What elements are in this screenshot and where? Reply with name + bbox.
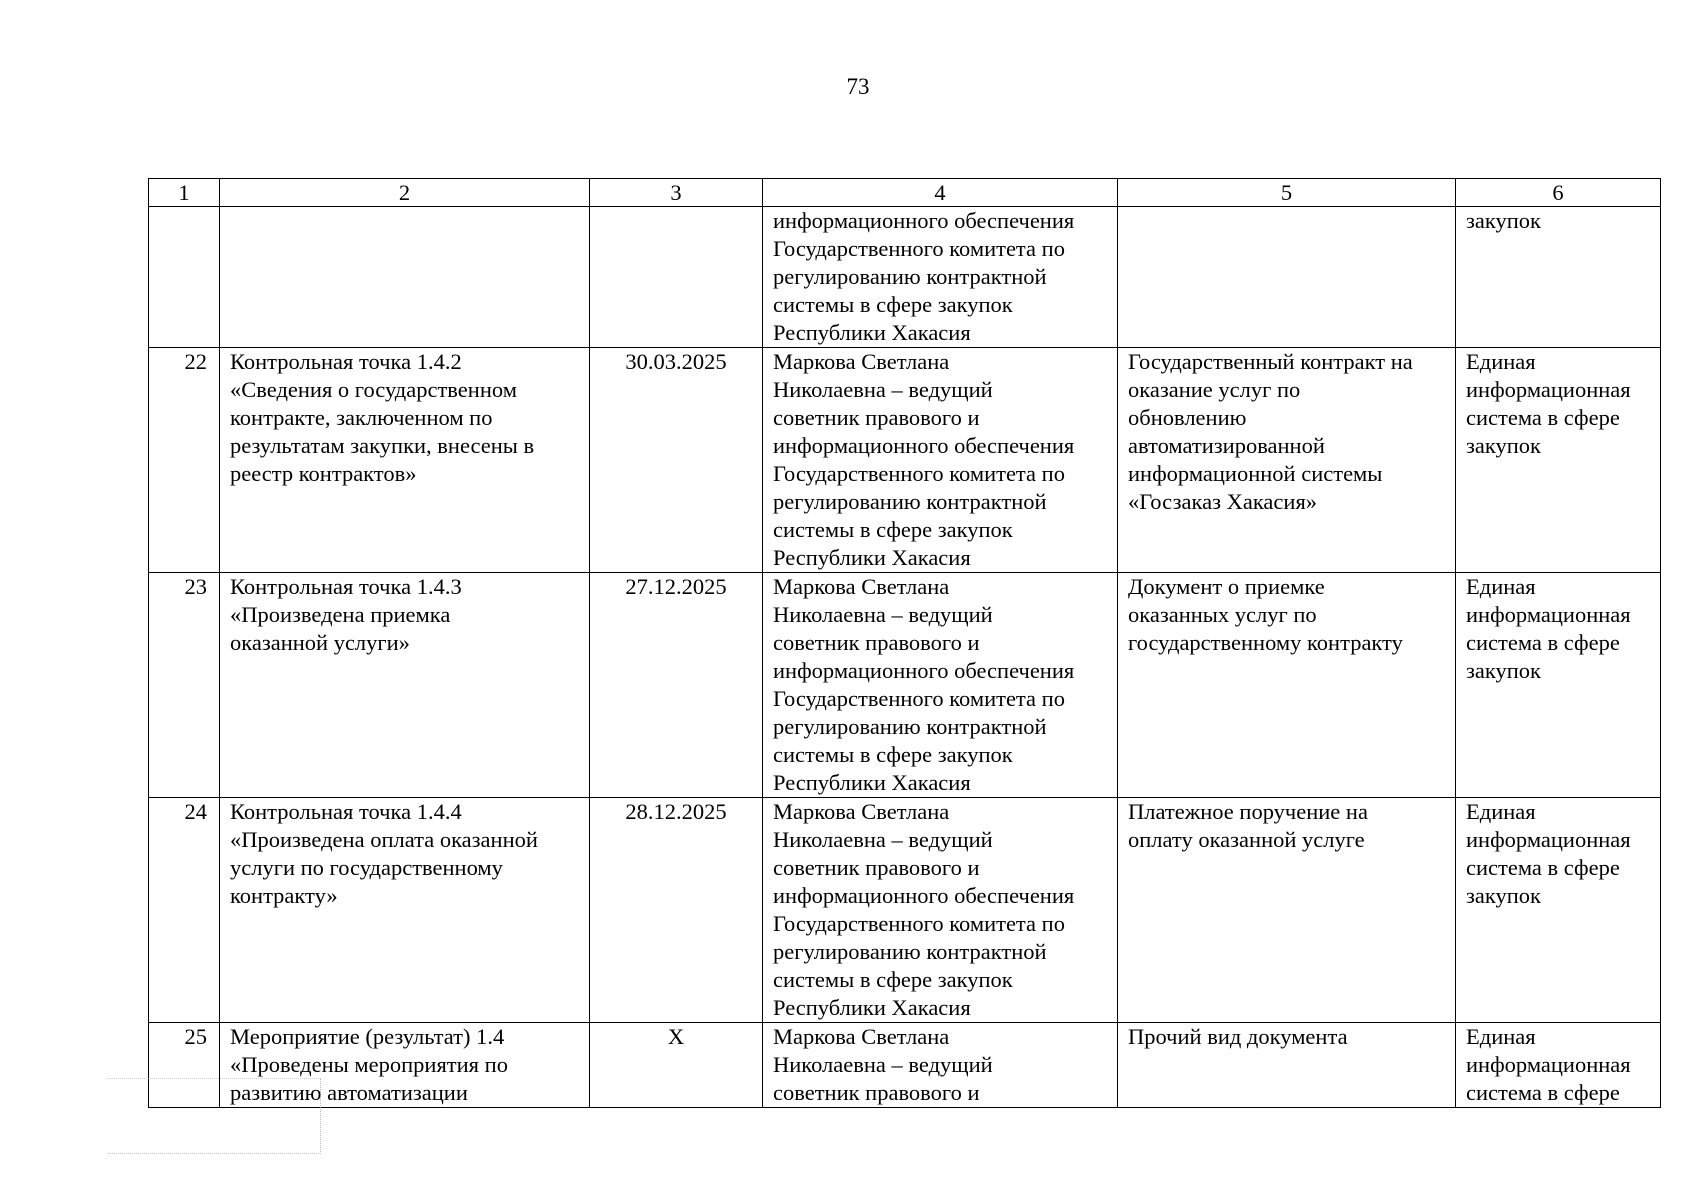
date-cell: 30.03.2025: [590, 348, 763, 573]
event-cell: Контрольная точка 1.4.2 «Сведения о государственном контракте, заключенном по результатам закупки, внесены в реестр контрактов»: [220, 348, 590, 573]
responsible-cell: Маркова Светлана Николаевна – ведущий советник правового и информационного обеспечения Государственного комитета по регулированию контрактной системы в сфере закупок Республики Хакасия: [763, 573, 1118, 798]
row-number-cell: 22: [149, 348, 220, 573]
table-row: [149, 573, 1661, 798]
document-cell: Государственный контракт на оказание услуг по обновлению автоматизированной информационной системы «Госзаказ Хакасия»: [1118, 348, 1456, 573]
document-cell: [1118, 207, 1456, 348]
event-cell: Контрольная точка 1.4.4 «Произведена оплата оказанной услуги по государственному контракту»: [220, 798, 590, 1023]
column-header-3: 3: [590, 179, 763, 207]
document-cell: Платежное поручение на оплату оказанной услуге: [1118, 798, 1456, 1023]
column-header-2: 2: [220, 179, 590, 207]
row-number-cell: 23: [149, 573, 220, 798]
row-number-cell: 25: [149, 1023, 220, 1108]
table-row: [149, 798, 1661, 1023]
scan-artifact: [108, 1078, 321, 1154]
system-cell: Единая информационная система в сфере закупок: [1456, 798, 1661, 1023]
system-cell: Единая информационная система в сфере закупок: [1456, 348, 1661, 573]
table-row: [149, 1023, 1661, 1108]
column-header-6: 6: [1456, 179, 1661, 207]
event-cell: Мероприятие (результат) 1.4 «Проведены мероприятия по развитию автоматизации: [220, 1023, 590, 1108]
event-cell: [220, 207, 590, 348]
responsible-cell: информационного обеспечения Государственного комитета по регулированию контрактной системы в сфере закупок Республики Хакасия: [763, 207, 1118, 348]
date-cell: 27.12.2025: [590, 573, 763, 798]
responsible-cell: Маркова Светлана Николаевна – ведущий советник правового и: [763, 1023, 1118, 1108]
column-header-4: 4: [763, 179, 1118, 207]
responsible-cell: Маркова Светлана Николаевна – ведущий советник правового и информационного обеспечения Государственного комитета по регулированию контрактной системы в сфере закупок Республики Хакасия: [763, 798, 1118, 1023]
row-number-cell: 24: [149, 798, 220, 1023]
date-cell: [590, 207, 763, 348]
responsible-cell: Маркова Светлана Николаевна – ведущий советник правового и информационного обеспечения Государственного комитета по регулированию контрактной системы в сфере закупок Республики Хакасия: [763, 348, 1118, 573]
date-cell: 28.12.2025: [590, 798, 763, 1023]
date-cell: X: [590, 1023, 763, 1108]
system-cell: Единая информационная система в сфере закупок: [1456, 573, 1661, 798]
control-points-table: [148, 178, 1661, 1108]
column-header-5: 5: [1118, 179, 1456, 207]
document-cell: Документ о приемке оказанных услуг по государственному контракту: [1118, 573, 1456, 798]
column-header-1: 1: [149, 179, 220, 207]
event-cell: Контрольная точка 1.4.3 «Произведена приемка оказанной услуги»: [220, 573, 590, 798]
table-row: [149, 348, 1661, 573]
row-number-cell: [149, 207, 220, 348]
page-number: 73: [846, 74, 870, 99]
system-cell: Единая информационная система в сфере: [1456, 1023, 1661, 1108]
document-cell: Прочий вид документа: [1118, 1023, 1456, 1108]
table-row: [149, 207, 1661, 348]
system-cell: закупок: [1456, 207, 1661, 348]
table-header-row: [149, 179, 1661, 207]
